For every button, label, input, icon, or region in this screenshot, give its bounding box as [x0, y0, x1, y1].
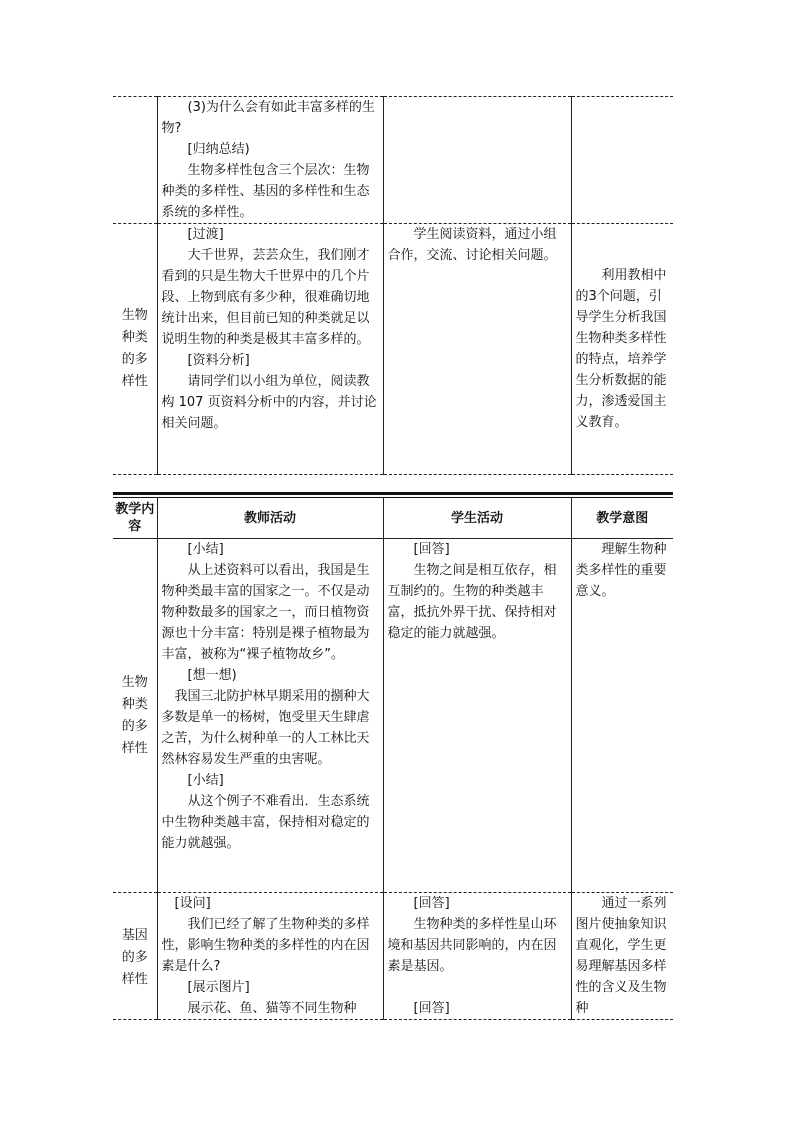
teacher-text: [展示图片]: [187, 980, 250, 995]
content-cell: [113, 224, 157, 475]
header-intent: 教学意图: [571, 498, 673, 539]
table-row: [113, 539, 673, 893]
header-content: 教学内容: [113, 498, 157, 539]
teacher-text: [归纳总结): [187, 142, 250, 157]
teacher-text: (3)为什么会有如此丰富多样的生物?: [161, 100, 375, 136]
intent-cell: [571, 893, 673, 1020]
content-cell: [113, 539, 157, 893]
student-cell: [383, 97, 571, 224]
teacher-cell: [157, 97, 383, 224]
table-header-row: [113, 498, 673, 539]
intent-text: 理解生物种类多样性的重要意义。: [575, 542, 667, 599]
teacher-text: [资料分析]: [187, 353, 250, 368]
content-label: 生物种类的多样性: [121, 674, 148, 756]
table-row: [113, 97, 673, 224]
teacher-text: 请同学们以小组为单位，阅读教构 107 页资料分析中的内容，并讨论相关问题。: [161, 374, 377, 431]
teacher-text: [小结]: [187, 773, 224, 788]
teacher-text: 大千世界，芸芸众生，我们刚才看到的只是生物大千世界中的几个片段、上物到底有多少种，很难确切地统计出来，但目前已知的种类就足以说明生物的种类是极其丰富多样的。: [161, 248, 370, 347]
intent-text: 通过一系列图片使抽象知识直观化，学生更易理解基因多样性的含义及生物种: [575, 896, 667, 1016]
intent-cell: [571, 539, 673, 893]
student-text: [回答]: [413, 542, 450, 557]
lesson-table-continued: [113, 96, 673, 475]
teacher-cell: [157, 224, 383, 475]
content-cell: [113, 893, 157, 1020]
teacher-text: 我国三北防护林早期采用的捌种大多数是单一的杨树，饱受里天生肆虐之苦，为什么树种单一的人工林比天然林容易发生严重的虫害呢。: [161, 689, 370, 767]
teacher-text: 我们已经了解了生物种类的多样性，影响生物种类的多样性的内在因素是什么?: [161, 917, 370, 974]
content-cell: [113, 97, 157, 224]
teacher-text: [设问]: [174, 896, 211, 911]
student-text: [回答]: [413, 896, 450, 911]
header-student: 学生活动: [383, 498, 571, 539]
table-row: [113, 893, 673, 1020]
student-text: 学生阅读资料，通过小组合作，交流、讨论相关问题。: [387, 227, 557, 263]
student-text: 生物种类的多样性星山环境和基因共同影响的，内在因素是基因。: [387, 917, 557, 974]
student-text: 生物之间是相互依存，相互制约的。生物的种类越丰富，抵抗外界干扰、保持相对稳定的能力就越强。: [387, 563, 557, 641]
teacher-text: [小结]: [187, 542, 224, 557]
teacher-cell: [157, 539, 383, 893]
student-cell: [383, 893, 571, 1020]
student-text: [回答]: [413, 1001, 450, 1016]
intent-cell: [571, 224, 673, 475]
teacher-text: 展示花、鱼、猫等不同生物种: [187, 1001, 357, 1016]
lesson-table: [113, 498, 673, 1020]
intent-text: 利用教相中的3个问题，引导学生分析我国生物种类多样性的特点，培养学生分析数据的能力，渗透爱国主义教育。: [575, 268, 667, 430]
content-label: 生物种类的多样性: [121, 308, 148, 389]
content-label: 基因的多样性: [121, 928, 148, 987]
teacher-text: 从这个例子不难看出．生态系统中生物种类越丰富，保持相对稳定的能力就越强。: [161, 794, 370, 851]
intent-cell: [571, 97, 673, 224]
teacher-text: [过渡]: [187, 227, 224, 242]
table-row: [113, 224, 673, 475]
teacher-text: 从上述资料可以看出，我国是生物种类最丰富的国家之一。不仅是动物种数最多的国家之一，而日植物资源也十分丰富：特别是裸子植物最为丰富，被称为“裸子植物故乡”。: [161, 563, 370, 662]
student-text: [388, 977, 567, 998]
teacher-text: 生物多样性包含三个层次：生物种类的多样性、基因的多样性和生态系统的多样性。: [161, 163, 370, 220]
student-cell: [383, 539, 571, 893]
teacher-text: [想一想): [187, 668, 237, 683]
student-cell: [383, 224, 571, 475]
table-top-rule: [113, 492, 673, 495]
header-teacher: 教师活动: [157, 498, 383, 539]
teacher-cell: [157, 893, 383, 1020]
